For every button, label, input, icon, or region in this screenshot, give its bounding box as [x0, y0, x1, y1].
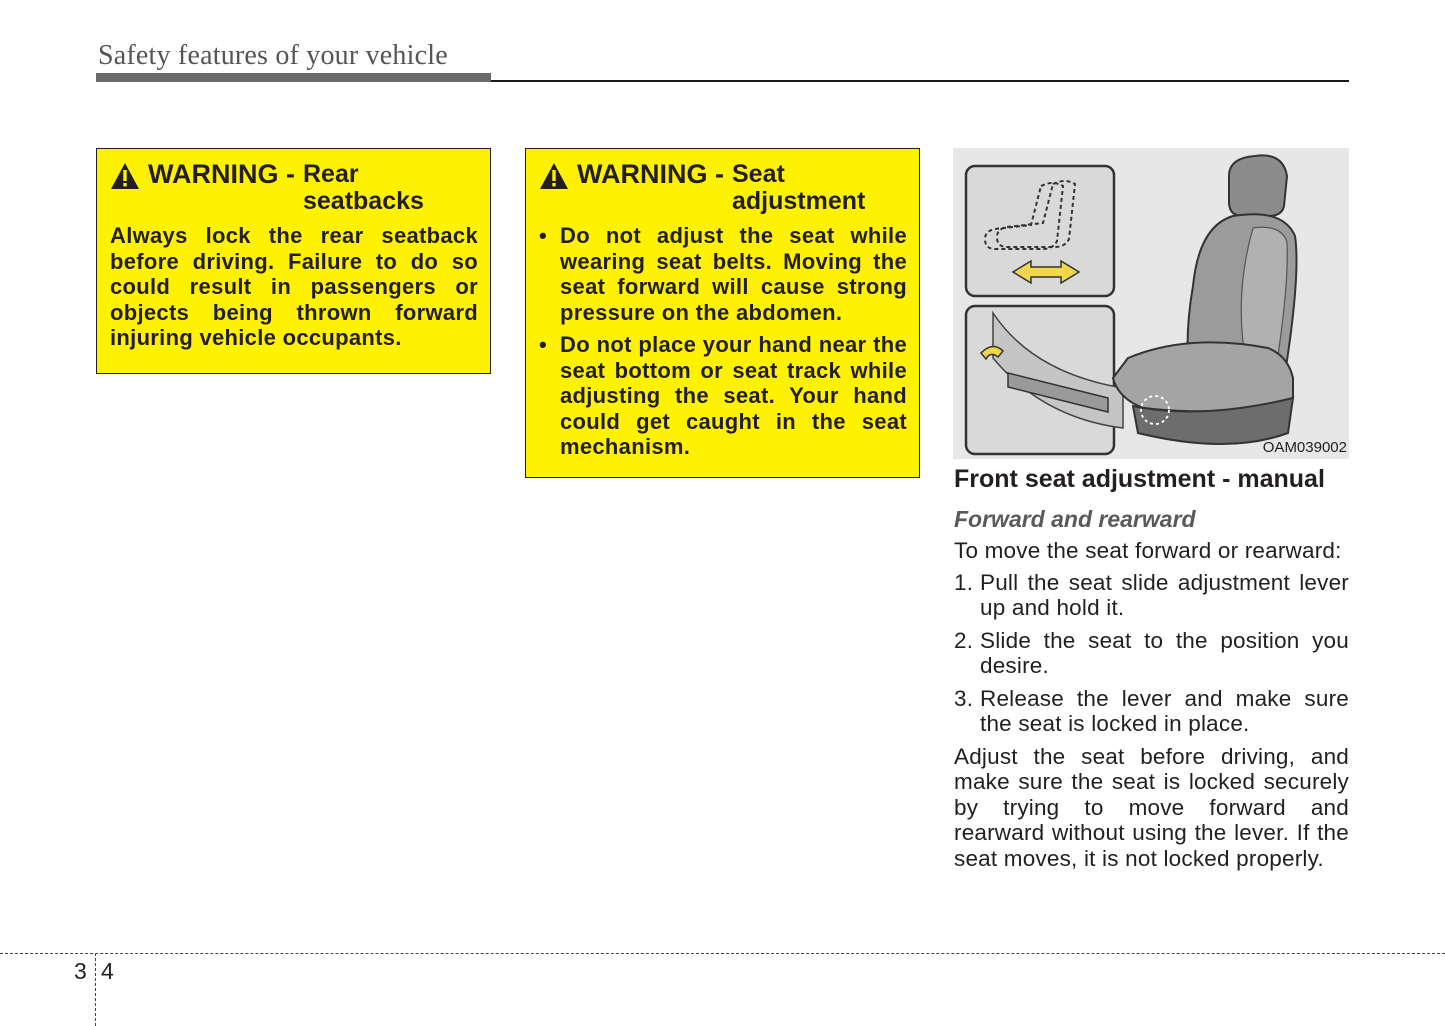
- closing-paragraph: Adjust the seat before driving, and make sure the seat is locked securely by trying to move forward and rearward without using the lever. If the seat moves, it is not locked properly.: [954, 743, 1349, 871]
- section-front-seat-adjustment: [954, 466, 1349, 871]
- warning-box-seat-adjustment: [525, 148, 920, 478]
- step-item: 1. Pull the seat slide adjustment lever up and hold it.: [954, 569, 1349, 620]
- warning-topic: Seat adjustment: [731, 160, 866, 215]
- warning-bullet: • Do not place your hand near the seat bottom or seat track while adjusting the seat. Your hand could get caught in the seat mechanism.: [539, 332, 907, 459]
- figure-code: OAM039002: [1262, 439, 1347, 456]
- subheading: Forward and rearward: [954, 506, 1196, 532]
- warning-triangle-icon: [110, 162, 140, 190]
- warning-bullet: • Do not adjust the seat while wearing seat belts. Moving the seat forward will cause strong pressure on the abdomen.: [539, 223, 907, 325]
- header-rule-thick: [96, 73, 491, 82]
- steps-list: [954, 570, 1349, 737]
- footer-vertical-divider: [95, 953, 96, 1026]
- step-item: 2. Slide the seat to the position you desire.: [954, 627, 1349, 678]
- chapter-number: 3: [74, 958, 87, 984]
- header-rule-thin: [491, 80, 1349, 82]
- seat-drawing: [953, 148, 1349, 459]
- warning-label: WARNING -: [577, 159, 724, 189]
- warning-body: Always lock the rear seatback before driving. Failure to do so could result in passengers or objects being thrown forward injuring vehicle occupants.: [110, 223, 478, 350]
- warning-triangle-icon: [539, 162, 569, 190]
- warning-heading: [539, 161, 907, 215]
- warning-box-rear-seatbacks: [96, 148, 491, 374]
- warning-topic: Rear seatbacks: [302, 160, 424, 215]
- seat-illustration: [953, 148, 1349, 459]
- step-item: 3. Release the lever and make sure the seat is locked in place.: [954, 685, 1349, 736]
- warning-bullet-list: [539, 223, 907, 460]
- warning-heading: [110, 161, 478, 215]
- page-number: 4: [101, 958, 114, 984]
- page-header-title: Safety features of your vehicle: [98, 40, 448, 71]
- warning-label: WARNING -: [148, 159, 295, 189]
- intro-paragraph: To move the seat forward or rearward:: [954, 538, 1342, 563]
- footer-divider: [0, 953, 1445, 954]
- section-heading: Front seat adjustment - manual: [954, 465, 1325, 493]
- car-seat-icon: [1113, 155, 1297, 444]
